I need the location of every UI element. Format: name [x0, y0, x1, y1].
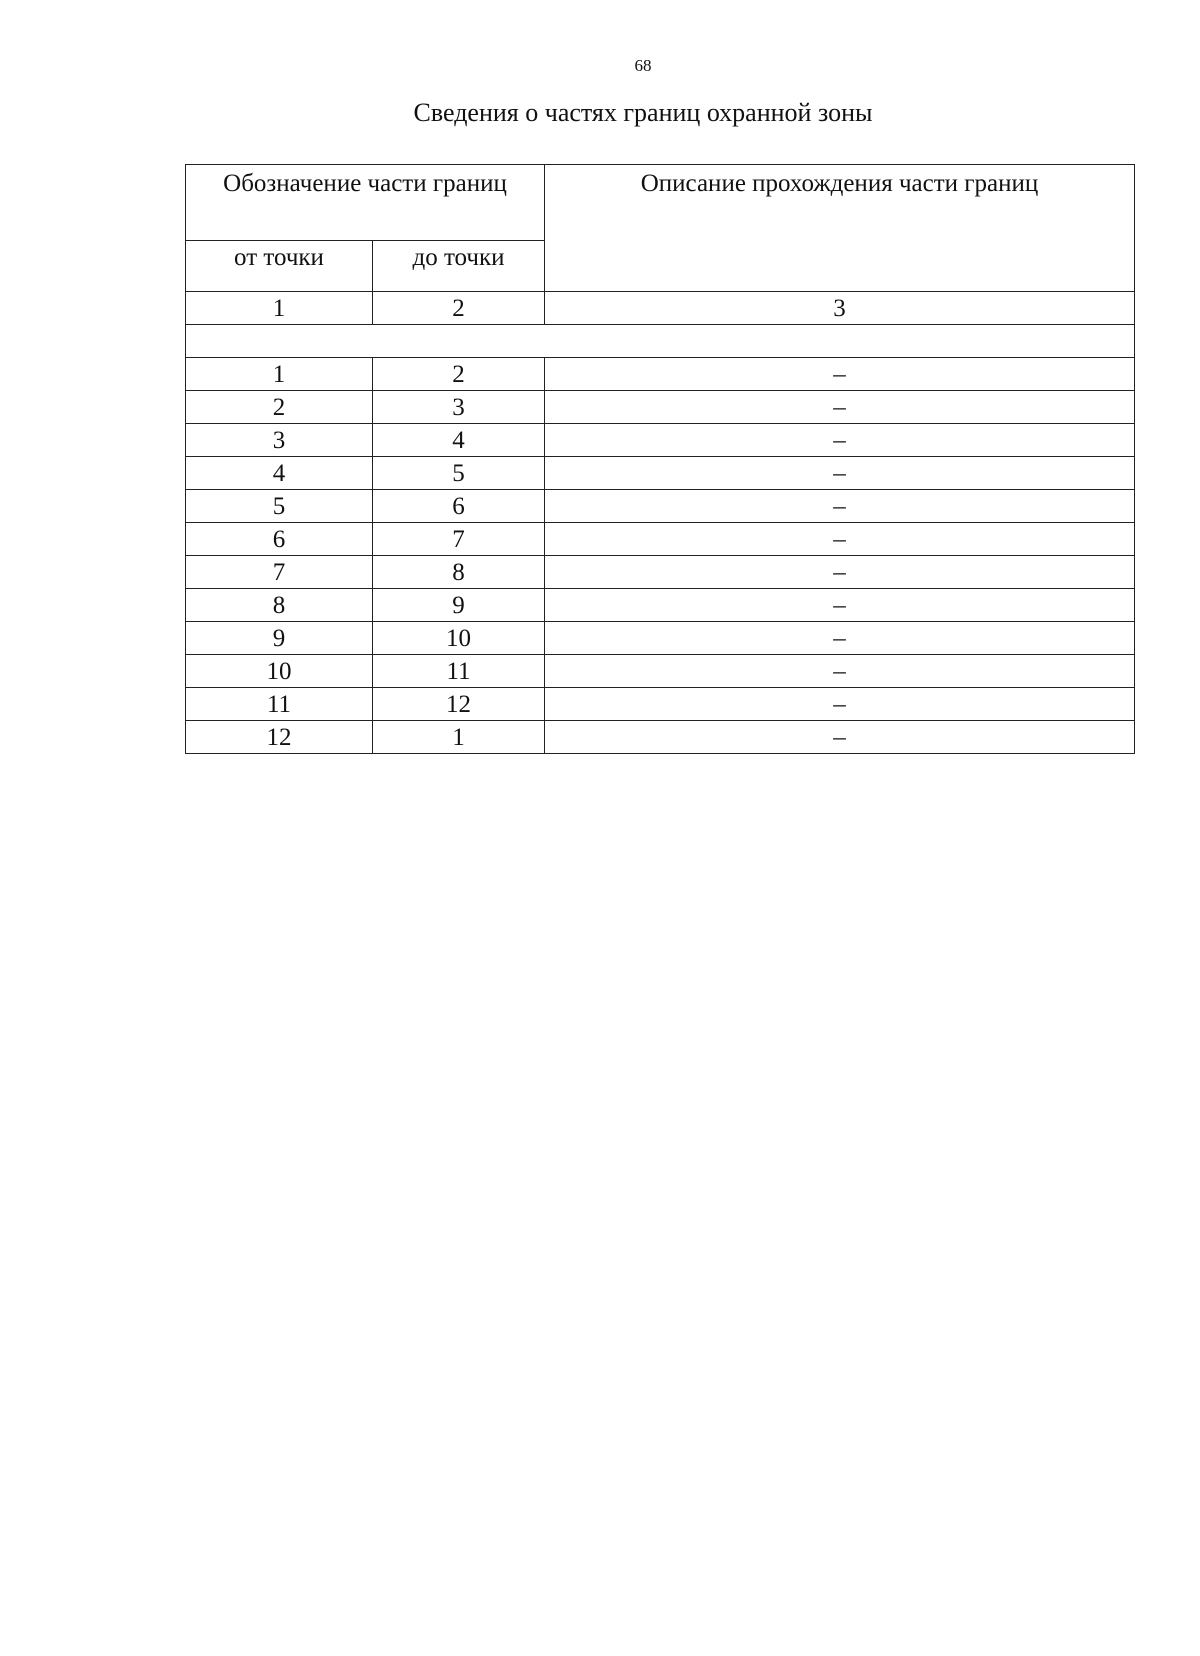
description-cell: –	[545, 490, 1135, 523]
header-from-point: от точки	[186, 241, 373, 292]
to-point-cell: 1	[373, 721, 545, 754]
to-point-cell: 8	[373, 556, 545, 589]
description-cell: –	[545, 457, 1135, 490]
document-title: Сведения о частях границ охранной зоны	[413, 98, 873, 127]
from-point-cell: 9	[186, 622, 373, 655]
table-row	[186, 721, 1135, 754]
from-point-cell: 6	[186, 523, 373, 556]
empty-row	[186, 325, 1135, 358]
to-point-cell: 2	[373, 358, 545, 391]
header-to-point: до точки	[373, 241, 545, 292]
table-row	[186, 655, 1135, 688]
description-cell: –	[545, 523, 1135, 556]
description-cell: –	[545, 688, 1135, 721]
from-point-cell: 5	[186, 490, 373, 523]
to-point-cell: 9	[373, 589, 545, 622]
column-number: 1	[186, 292, 373, 325]
description-cell: –	[545, 655, 1135, 688]
table-row	[186, 391, 1135, 424]
table-row	[186, 589, 1135, 622]
from-point-cell: 7	[186, 556, 373, 589]
table-row	[186, 556, 1135, 589]
description-cell: –	[545, 589, 1135, 622]
to-point-cell: 4	[373, 424, 545, 457]
to-point-cell: 12	[373, 688, 545, 721]
description-cell: –	[545, 424, 1135, 457]
description-cell: –	[545, 358, 1135, 391]
from-point-cell: 12	[186, 721, 373, 754]
to-point-cell: 10	[373, 622, 545, 655]
table-row	[186, 688, 1135, 721]
description-cell: –	[545, 721, 1135, 754]
table-header-row	[186, 165, 1135, 241]
table-row	[186, 424, 1135, 457]
description-cell: –	[545, 556, 1135, 589]
to-point-cell: 11	[373, 655, 545, 688]
from-point-cell: 1	[186, 358, 373, 391]
boundary-parts-table	[185, 164, 1135, 754]
table-row	[186, 358, 1135, 391]
from-point-cell: 3	[186, 424, 373, 457]
to-point-cell: 3	[373, 391, 545, 424]
header-boundary-description: Описание прохождения части границ	[545, 165, 1135, 292]
header-boundary-designation: Обозначение части границ	[186, 165, 545, 241]
from-point-cell: 10	[186, 655, 373, 688]
column-number-row	[186, 292, 1135, 325]
from-point-cell: 8	[186, 589, 373, 622]
column-number: 2	[373, 292, 545, 325]
to-point-cell: 6	[373, 490, 545, 523]
description-cell: –	[545, 391, 1135, 424]
from-point-cell: 11	[186, 688, 373, 721]
to-point-cell: 5	[373, 457, 545, 490]
table-row	[186, 457, 1135, 490]
table-row	[186, 490, 1135, 523]
from-point-cell: 4	[186, 457, 373, 490]
description-cell: –	[545, 622, 1135, 655]
from-point-cell: 2	[186, 391, 373, 424]
table-row	[186, 622, 1135, 655]
to-point-cell: 7	[373, 523, 545, 556]
column-number: 3	[545, 292, 1135, 325]
page-number: 68	[634, 56, 652, 75]
table-row	[186, 523, 1135, 556]
empty-cell	[186, 325, 1135, 358]
